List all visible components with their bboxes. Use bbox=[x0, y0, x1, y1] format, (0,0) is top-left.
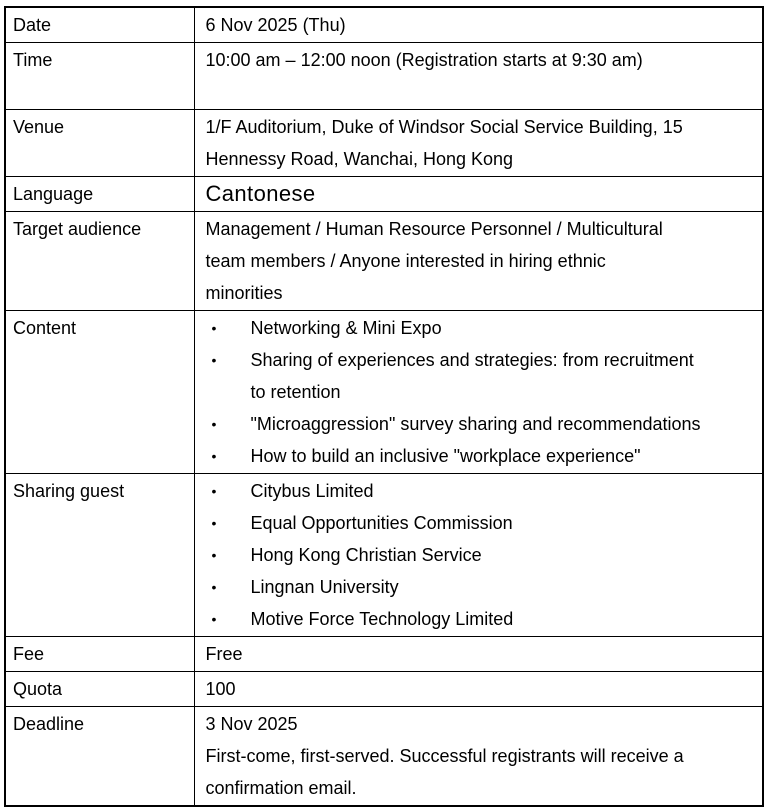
bullet-text bbox=[251, 475, 757, 507]
table-row-time bbox=[5, 43, 763, 110]
text-line: Equal Opportunities Commission bbox=[250, 513, 513, 533]
row-label-target-audience: Target audience bbox=[5, 212, 194, 311]
text-line: 6 Nov 2025 (Thu) bbox=[205, 15, 346, 35]
text-line: First-come, first-served. Successful registrants will receive a bbox=[205, 746, 684, 766]
row-label-deadline: Deadline bbox=[5, 707, 194, 807]
text-line: Hennessy Road, Wanchai, Hong Kong bbox=[205, 149, 514, 169]
row-value-date bbox=[194, 7, 763, 43]
bullet-icon: • bbox=[211, 352, 217, 368]
bullet-item bbox=[206, 475, 757, 507]
bullet-text bbox=[251, 603, 757, 635]
row-value-sharing-guest bbox=[194, 474, 763, 637]
bullet-item bbox=[206, 507, 757, 539]
bullet-icon: • bbox=[211, 579, 217, 595]
bullet-item bbox=[206, 344, 757, 408]
text-line: Sharing of experiences and strategies: from recruitment bbox=[250, 350, 694, 370]
table-row-quota bbox=[5, 672, 763, 707]
table-row-deadline bbox=[5, 707, 763, 807]
table-row-fee bbox=[5, 637, 763, 672]
row-value-fee bbox=[194, 637, 763, 672]
text-line: Hong Kong Christian Service bbox=[250, 545, 482, 565]
bullet-text bbox=[251, 408, 757, 440]
text-line: 3 Nov 2025 bbox=[205, 714, 298, 734]
row-value-content bbox=[194, 311, 763, 474]
bullet-text bbox=[251, 440, 757, 472]
row-label-venue: Venue bbox=[5, 110, 194, 177]
text-line: 10:00 am – 12:00 noon (Registration starts at 9:30 am) bbox=[205, 50, 643, 70]
bullet-text bbox=[251, 507, 757, 539]
text-line: How to build an inclusive "workplace experience" bbox=[250, 446, 641, 466]
table-row-target-audience bbox=[5, 212, 763, 311]
bullet-text bbox=[251, 571, 757, 603]
bullet-icon: • bbox=[211, 416, 217, 432]
table-row-date bbox=[5, 7, 763, 43]
text-line: team members / Anyone interested in hiring ethnic bbox=[205, 251, 606, 271]
row-label-time: Time bbox=[5, 43, 194, 110]
text-line: minorities bbox=[205, 283, 283, 303]
text-line: Management / Human Resource Personnel / Multicultural bbox=[205, 219, 663, 239]
row-value-target-audience bbox=[194, 212, 763, 311]
row-value-quota bbox=[194, 672, 763, 707]
text-line: Free bbox=[205, 644, 243, 664]
table-row-sharing-guest bbox=[5, 474, 763, 637]
row-value-time bbox=[194, 43, 763, 110]
bullet-icon: • bbox=[211, 448, 217, 464]
row-label-sharing-guest: Sharing guest bbox=[5, 474, 194, 637]
text-line bbox=[206, 76, 757, 108]
text-line: Cantonese bbox=[205, 181, 316, 206]
text-line: confirmation email. bbox=[205, 778, 357, 798]
bullet-item bbox=[206, 571, 757, 603]
text-line: Lingnan University bbox=[250, 577, 399, 597]
bullet-icon: • bbox=[211, 515, 217, 531]
text-line: Networking & Mini Expo bbox=[250, 318, 442, 338]
bullet-item bbox=[206, 408, 757, 440]
info-table-body bbox=[5, 7, 763, 806]
bullet-icon: • bbox=[211, 483, 217, 499]
table-row-venue bbox=[5, 110, 763, 177]
bullet-text bbox=[251, 312, 757, 344]
bullet-item bbox=[206, 440, 757, 472]
bullet-icon: • bbox=[211, 547, 217, 563]
text-line: 100 bbox=[205, 679, 236, 699]
bullet-item bbox=[206, 312, 757, 344]
table-row-content bbox=[5, 311, 763, 474]
bullet-text bbox=[251, 344, 757, 408]
row-label-language: Language bbox=[5, 177, 194, 212]
bullet-item bbox=[206, 603, 757, 635]
row-value-deadline bbox=[194, 707, 763, 807]
text-line: "Microaggression" survey sharing and recommendations bbox=[250, 414, 701, 434]
bullet-text bbox=[251, 539, 757, 571]
row-label-content: Content bbox=[5, 311, 194, 474]
bullet-item bbox=[206, 539, 757, 571]
bullet-icon: • bbox=[211, 611, 217, 627]
text-line: 1/F Auditorium, Duke of Windsor Social Service Building, 15 bbox=[205, 117, 683, 137]
row-label-fee: Fee bbox=[5, 637, 194, 672]
text-line: Citybus Limited bbox=[250, 481, 374, 501]
row-label-quota: Quota bbox=[5, 672, 194, 707]
event-info-table bbox=[4, 6, 764, 807]
text-line: to retention bbox=[250, 382, 341, 402]
row-value-venue bbox=[194, 110, 763, 177]
row-value-language bbox=[194, 177, 763, 212]
text-line: Motive Force Technology Limited bbox=[250, 609, 514, 629]
row-label-date: Date bbox=[5, 7, 194, 43]
table-row-language bbox=[5, 177, 763, 212]
bullet-icon: • bbox=[211, 320, 217, 336]
